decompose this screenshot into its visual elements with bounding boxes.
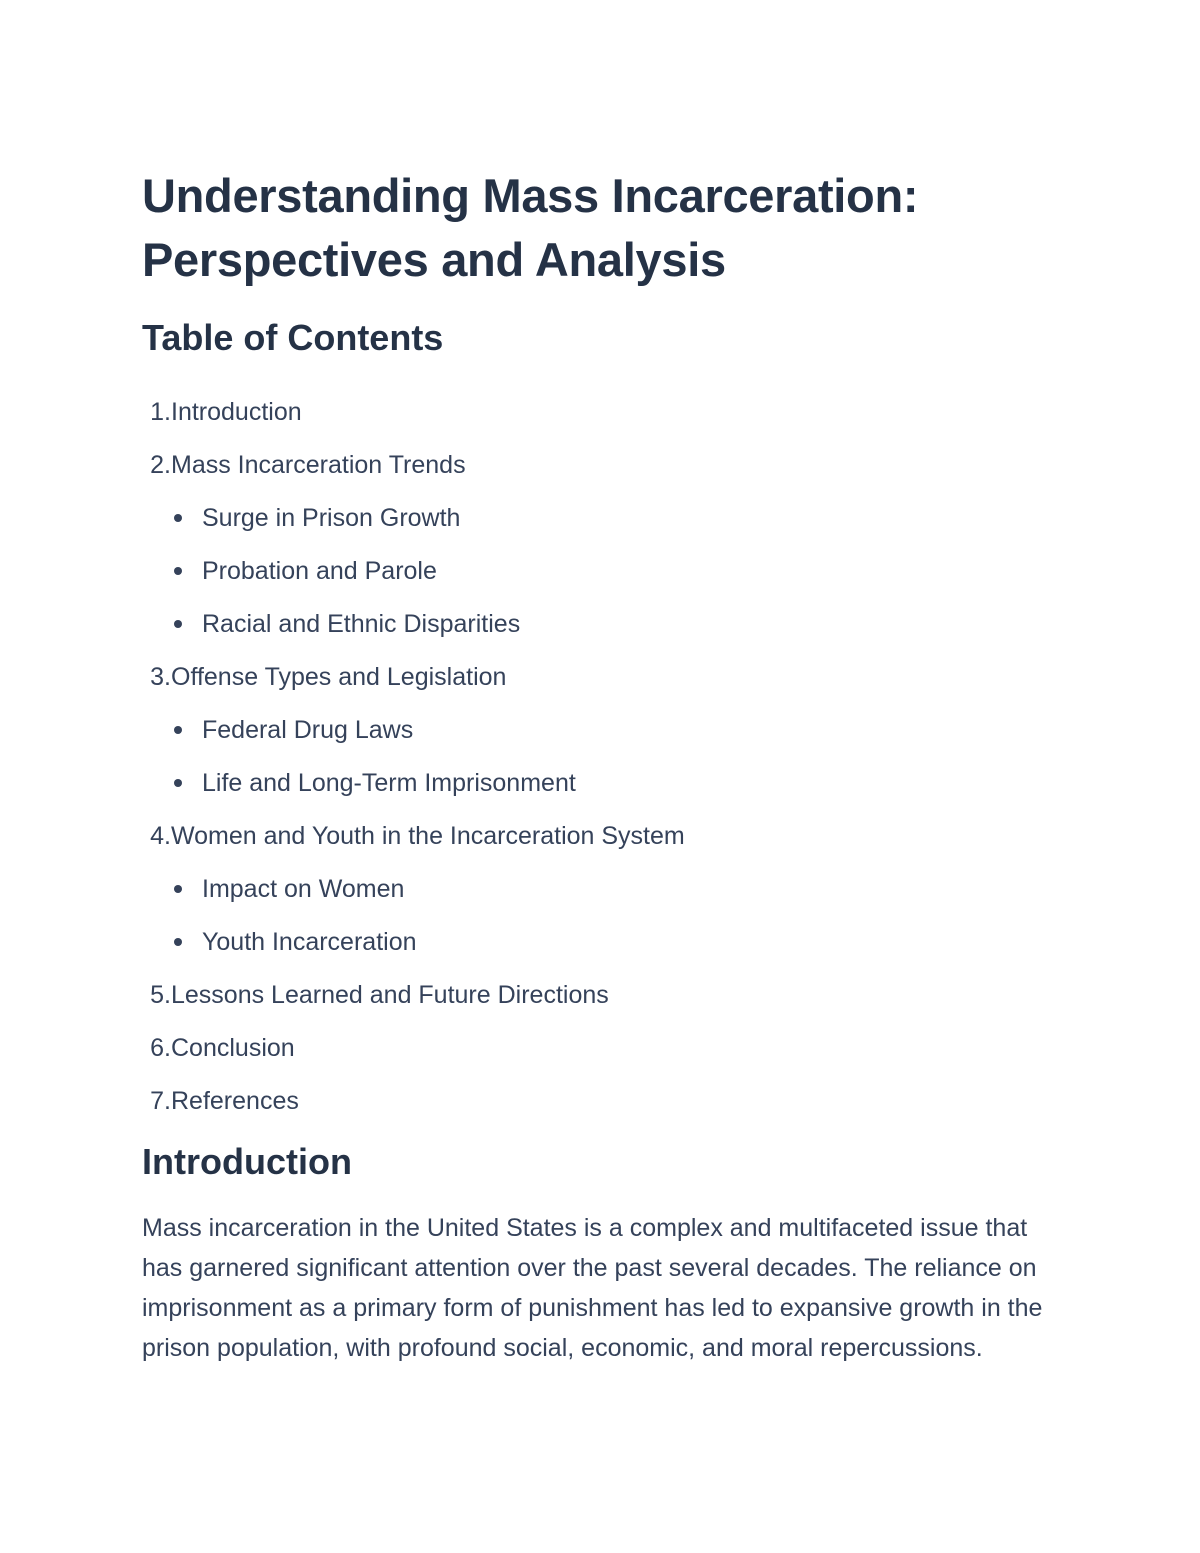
toc-item-number: 6.	[150, 1033, 171, 1062]
toc-subitem-life-and-long-term[interactable]	[142, 756, 1042, 809]
toc-subitem-label: Federal Drug Laws	[202, 715, 414, 744]
document-title	[142, 164, 1042, 292]
toc-item-number: 2.	[150, 450, 171, 479]
toc-heading: Table of Contents	[142, 317, 444, 358]
toc-subitem-federal-drug-laws[interactable]	[142, 703, 1042, 756]
introduction-paragraph: Mass incarceration in the United States is a complex and multifaceted issue that has garnered significant attention over the past several decades. The reliance on imprisonment as a primary form of punishment has led to expansive growth in the prison population, with profound social, economic, and moral repercussions.	[142, 1214, 1043, 1362]
document-title-line-2: Perspectives and Analysis	[142, 233, 726, 286]
toc-item-label: Lessons Learned and Future Directions	[171, 980, 609, 1009]
toc-subitem-impact-on-women[interactable]	[142, 862, 1042, 915]
toc-subitem-label: Racial and Ethnic Disparities	[202, 609, 521, 638]
toc-subitem-label: Impact on Women	[202, 874, 405, 903]
bullet-icon	[174, 779, 182, 787]
toc-subitem-label: Life and Long-Term Imprisonment	[202, 768, 576, 797]
toc-subitem-racial-and-ethnic-disparities[interactable]	[142, 597, 1042, 650]
toc-item-number: 5.	[150, 980, 171, 1009]
toc-item-women-and-youth[interactable]	[142, 809, 1042, 862]
toc-item-number: 1.	[150, 397, 171, 426]
toc-item-label: Introduction	[171, 397, 302, 426]
toc-item-label: Offense Types and Legislation	[171, 662, 507, 691]
bullet-icon	[174, 938, 182, 946]
toc-subitem-label: Youth Incarceration	[202, 927, 417, 956]
bullet-icon	[174, 567, 182, 575]
toc-item-label: Conclusion	[171, 1033, 295, 1062]
document-title-line-1: Understanding Mass Incarceration:	[142, 169, 919, 222]
toc-item-lessons-learned[interactable]	[142, 968, 1042, 1021]
toc-item-label: Mass Incarceration Trends	[171, 450, 466, 479]
toc-subitem-label: Surge in Prison Growth	[202, 503, 461, 532]
toc-subitem-probation-and-parole[interactable]	[142, 544, 1042, 597]
toc-subitem-youth-incarceration[interactable]	[142, 915, 1042, 968]
toc-item-number: 4.	[150, 821, 171, 850]
toc-item-offense-types[interactable]	[142, 650, 1042, 703]
bullet-icon	[174, 726, 182, 734]
toc-subitem-label: Probation and Parole	[202, 556, 437, 585]
toc-item-introduction[interactable]	[142, 385, 1042, 438]
toc-item-references[interactable]	[142, 1074, 1042, 1127]
toc-item-mass-incarceration-trends[interactable]	[142, 438, 1042, 491]
toc-item-number: 7.	[150, 1086, 171, 1115]
toc-item-number: 3.	[150, 662, 171, 691]
toc-subitem-surge-in-prison-growth[interactable]	[142, 491, 1042, 544]
toc-item-label: References	[171, 1086, 299, 1115]
table-of-contents	[142, 385, 1042, 1127]
bullet-icon	[174, 620, 182, 628]
toc-item-label: Women and Youth in the Incarceration System	[171, 821, 685, 850]
bullet-icon	[174, 885, 182, 893]
bullet-icon	[174, 514, 182, 522]
toc-item-conclusion[interactable]	[142, 1021, 1042, 1074]
introduction-heading: Introduction	[142, 1141, 352, 1182]
